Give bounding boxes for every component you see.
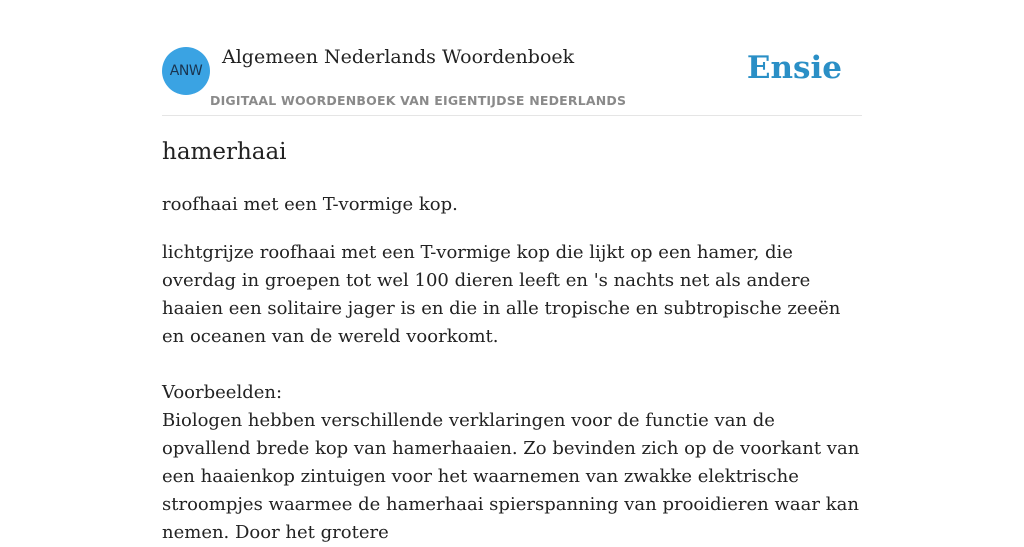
site-header bbox=[162, 0, 862, 116]
site-title[interactable]: Algemeen Nederlands Woordenboek bbox=[222, 46, 575, 68]
anw-logo[interactable]: ANW bbox=[162, 47, 210, 95]
examples-label: Voorbeelden: bbox=[162, 382, 283, 403]
ensie-brand-logo[interactable]: Ensie bbox=[746, 50, 842, 86]
example-text: Biologen hebben verschillende verklaringen voor de functie van de opvallend brede kop van hamerhaaien. Zo bevinden zich op de voorkant van een haaienkop zintuigen voor het waarnemen van zwakke elektrische stroompjes waarmee de hamerhaai spierspanning van prooidieren waar kan nemen. Door het grotere bbox=[162, 410, 860, 543]
short-definition: roofhaai met een T-vormige kop. bbox=[162, 194, 458, 215]
content-container bbox=[162, 0, 862, 543]
long-definition: lichtgrijze roofhaai met een T-vormige kop die lijkt op een hamer, die overdag in groepen tot wel 100 dieren leeft en 's nachts net als andere haaien een solitaire jager is en die in alle tropische en subtropische zeeën en oceanen van de wereld voorkomt. bbox=[162, 242, 841, 347]
site-subtitle: DIGITAAL WOORDENBOEK VAN EIGENTIJDSE NEDERLANDS bbox=[210, 93, 627, 108]
entry-headword: hamerhaai bbox=[162, 139, 287, 165]
